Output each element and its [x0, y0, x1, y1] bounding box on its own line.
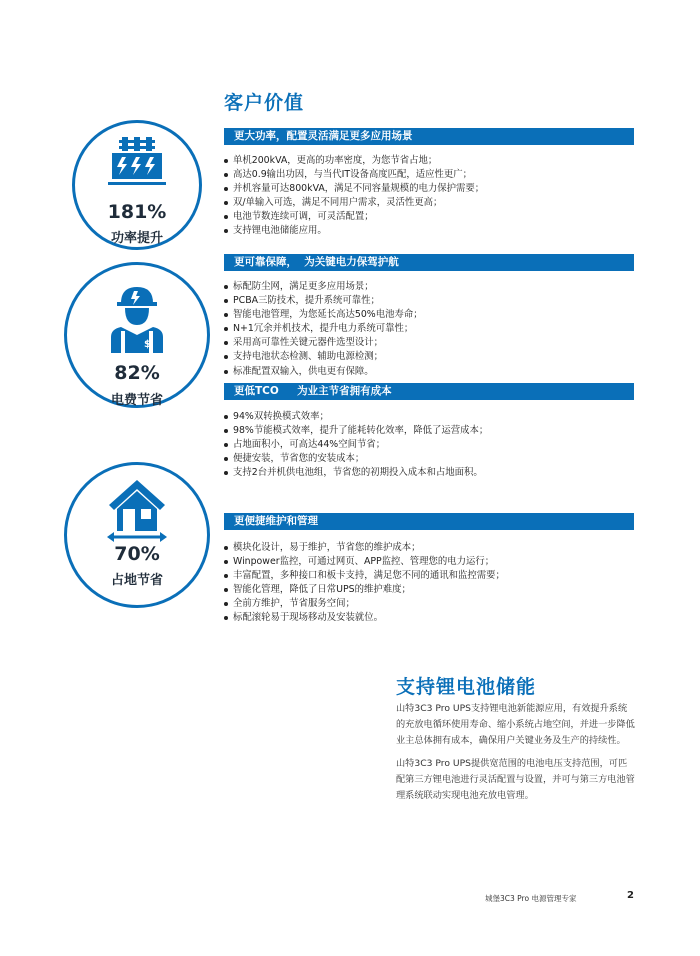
list-item: 双/单输入可选，满足不同用户需求，灵活性更高； — [224, 196, 644, 210]
list-item: 电池节数连续可调，可灵活配置； — [224, 210, 644, 224]
list-item: 支持锂电池储能应用。 — [224, 224, 644, 238]
badge-label: 电费节省 — [110, 393, 163, 408]
bullet-list-power — [224, 154, 644, 239]
badge-value: 181% — [107, 201, 167, 223]
bullet-list-reliability — [224, 280, 644, 379]
list-item: 标配滚轮易于现场移动及安装就位。 — [224, 611, 644, 625]
bullet-list-tco — [224, 410, 644, 480]
list-item: 占地面积小，可高达44%空间节省； — [224, 438, 644, 452]
list-item: 并机容量可达800kVA，满足不同容量规模的电力保护需要； — [224, 182, 644, 196]
list-item: 智能电池管理，为您延长高达50%电池寿命； — [224, 308, 644, 322]
section-title-customer-value: 客户价值 — [224, 92, 305, 114]
page-number: 2 — [627, 890, 634, 901]
list-item: 全前方维护，节省服务空间； — [224, 597, 644, 611]
badge-label: 功率提升 — [110, 231, 163, 246]
list-item: 标配防尘网，满足更多应用场景； — [224, 280, 644, 294]
worker-icon — [107, 283, 167, 357]
list-item: 模块化设计，易于维护，节省您的维护成本； — [224, 541, 644, 555]
list-item: 支持电池状态检测、辅助电源检测； — [224, 350, 644, 364]
list-item: N+1冗余并机技术，提升电力系统可靠性； — [224, 322, 644, 336]
footer-text: 城堡3C3 Pro 电源管理专家 — [485, 894, 577, 903]
list-item: 便捷安装，节省您的安装成本； — [224, 452, 644, 466]
badge-value: 82% — [114, 362, 160, 384]
section-heading-reliability: 更可靠保障， 为关键电力保驾护航 — [224, 254, 634, 271]
section-title-lithium: 支持锂电池储能 — [396, 676, 537, 698]
list-item: 智能化管理，降低了日常UPS的维护难度； — [224, 583, 644, 597]
list-item: 采用高可靠性关键元器件选型设计； — [224, 336, 644, 350]
list-item: Winpower监控，可通过网页、APP监控、管理您的电力运行； — [224, 555, 644, 569]
house-icon — [105, 477, 169, 547]
power-tower-icon — [106, 137, 168, 199]
section-heading-maintenance: 更便捷维护和管理 — [224, 513, 634, 530]
list-item: 丰富配置，多种接口和板卡支持，满足您不同的通讯和监控需要； — [224, 569, 644, 583]
section-heading-power: 更大功率，配置灵活满足更多应用场景 — [224, 128, 634, 145]
list-item: 98%节能模式效率，提升了能耗转化效率，降低了运营成本； — [224, 424, 644, 438]
svg-text:$: $ — [144, 339, 151, 350]
lithium-paragraph-2: 山特3C3 Pro UPS提供宽范围的电池电压支持范围，可匹配第三方锂电池进行灵活配置与设置，并可与第三方电池管理系统联动实现电池充放电管理。 — [396, 758, 635, 801]
badge-electricity-saving — [64, 262, 210, 408]
list-item: 支持2台并机供电池组，节省您的初期投入成本和占地面积。 — [224, 466, 644, 480]
lithium-paragraph-1: 山特3C3 Pro UPS支持锂电池新能源应用，有效提升系统的充放电循环使用寿命、缩小系统占地空间，并进一步降低业主总体拥有成本，确保用户关键业务及生产的持续性。 — [396, 703, 635, 746]
list-item: 94%双转换模式效率； — [224, 410, 644, 424]
badge-space-saving — [64, 462, 210, 608]
badge-label: 占地节省 — [110, 573, 163, 588]
badge-value: 70% — [114, 543, 160, 565]
list-item: PCBA三防技术，提升系统可靠性； — [224, 294, 644, 308]
bullet-list-maintenance — [224, 541, 644, 626]
list-item: 标准配置双输入，供电更有保障。 — [224, 365, 644, 379]
list-item: 高达0.9输出功因，与当代IT设备高度匹配，适应性更广； — [224, 168, 644, 182]
section-heading-tco: 更低TCO 为业主节省拥有成本 — [224, 383, 634, 400]
badge-power-increase — [72, 120, 202, 250]
list-item: 单机200kVA，更高的功率密度，为您节省占地； — [224, 154, 644, 168]
